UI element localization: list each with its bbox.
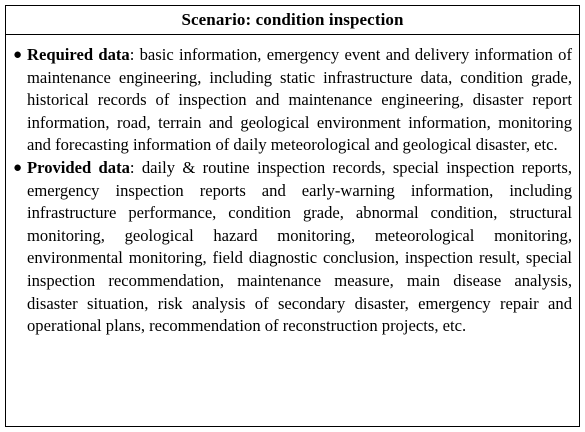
required-data-item xyxy=(11,44,572,157)
table-body xyxy=(6,35,579,338)
provided-data-label: Provided data xyxy=(27,157,130,177)
required-data-text: basic information, emergency event and delivery information of maintenance engineering, including static infrastructure data, condition grade, historical records of inspection and maintenance engineering, disaster report information, road, terrain and geological environment information, monitoring and forecasting information of daily meteorological and geological disaster, etc. xyxy=(27,45,572,155)
bullet-icon: ● xyxy=(13,47,23,63)
provided-data-text: daily & routine inspection records, special inspection reports, emergency inspection reports and early-warning information, including infrastructure performance, condition grade, abnormal condition, structural monitoring, geological hazard monitoring, meteorological monitoring, environmental monitoring, field diagnostic conclusion, inspection result, special inspection recommendation, maintenance measure, main disease analysis, disaster situation, risk analysis of secondary disaster, emergency repair and operational plans, recommendation of reconstruction projects, etc. xyxy=(27,157,573,336)
label-separator: : xyxy=(129,157,135,177)
bullet-icon: ● xyxy=(13,159,23,176)
provided-data-item xyxy=(11,157,572,338)
required-data-label: Required data xyxy=(27,45,130,64)
table-header: Scenario: condition inspection xyxy=(6,6,579,35)
scenario-table xyxy=(5,5,580,427)
label-separator: : xyxy=(129,45,135,64)
